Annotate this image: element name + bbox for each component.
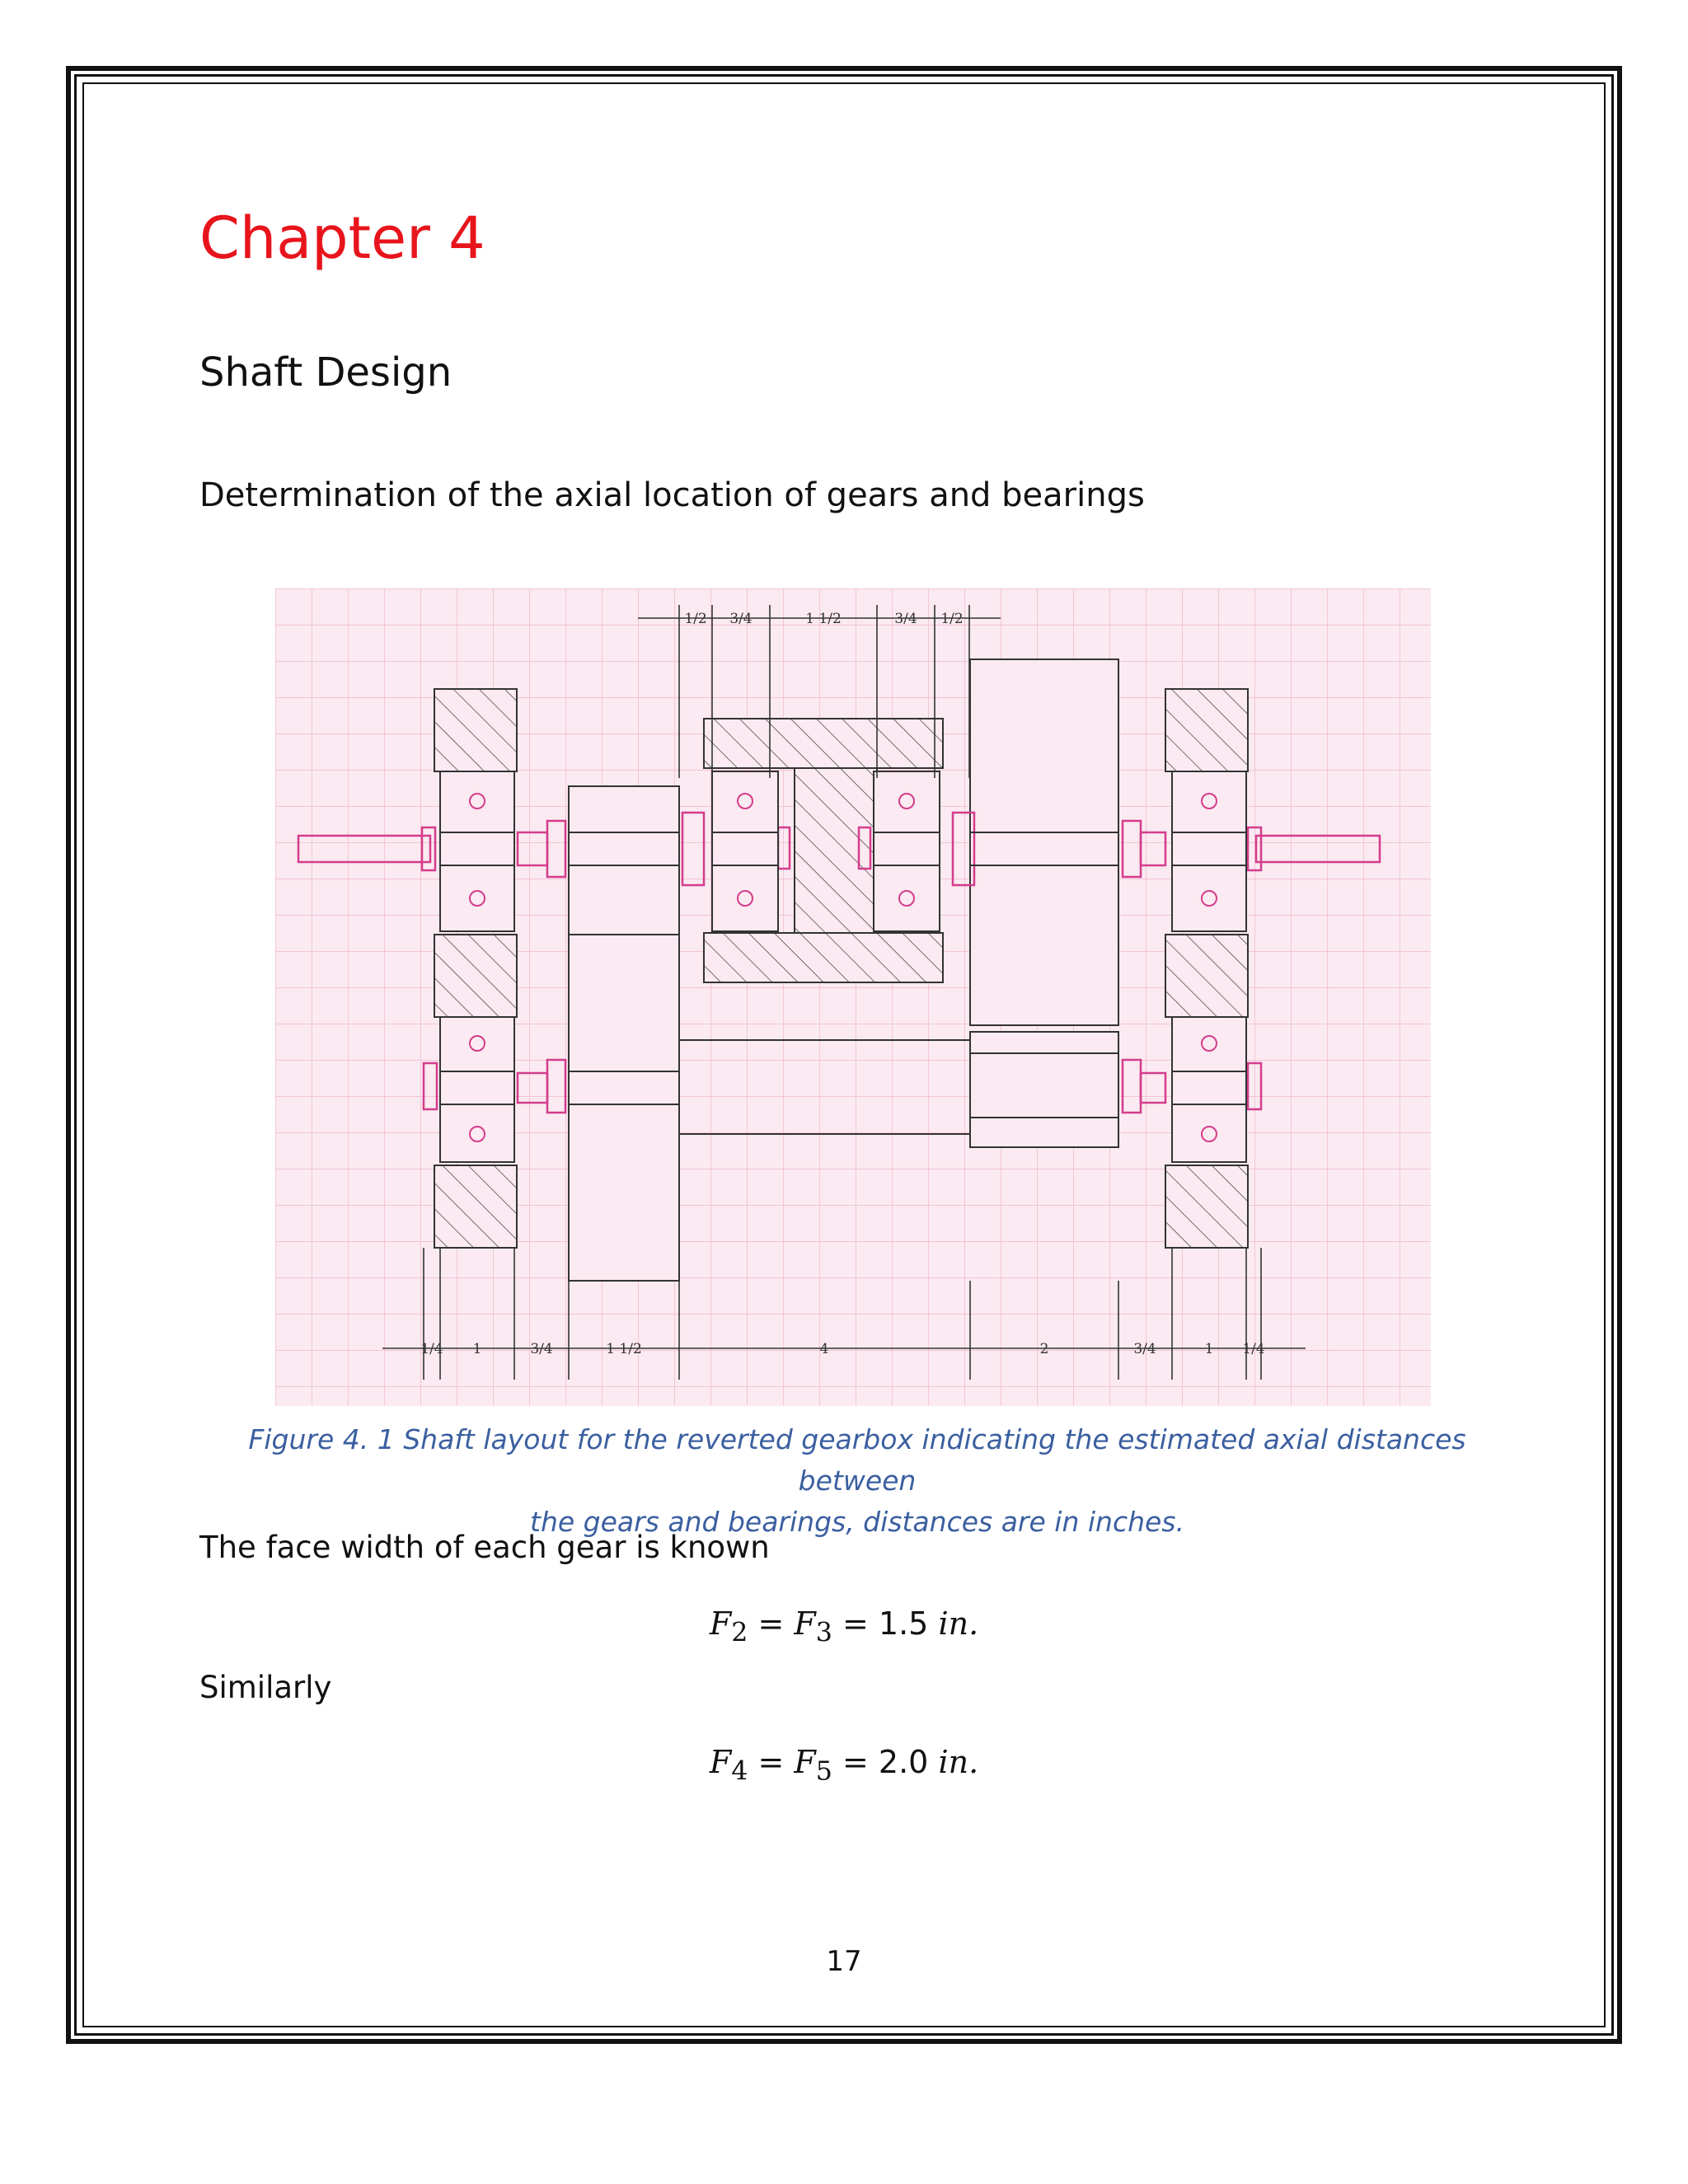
eq1-symbol-2: F — [794, 1605, 816, 1642]
left-wall-middle — [434, 935, 517, 1017]
gear-3 — [569, 935, 679, 1281]
chapter-heading: Chapter 4 — [199, 204, 485, 272]
center-wall-top — [704, 719, 943, 768]
bottom-dim-8: 1 — [1204, 1341, 1214, 1357]
bottom-dim-3: 3/4 — [530, 1341, 553, 1357]
bottom-dim-7: 3/4 — [1133, 1341, 1156, 1357]
figure-caption-line-2: the gears and bearings, distances are in inches. — [530, 1506, 1184, 1538]
equation-1: $F_2 = F_3 = 1.5$ in. — [709, 1605, 979, 1648]
bearing-5 — [440, 1017, 514, 1162]
top-dim-3: 1 1/2 — [805, 611, 842, 627]
eq2-subscript-1: 4 — [731, 1756, 748, 1787]
subsection-title: Determination of the axial location of gears and bearings — [199, 476, 1145, 514]
paragraph-similarly: Similarly — [199, 1670, 332, 1705]
bottom-dim-9: 1/4 — [1242, 1341, 1265, 1357]
bottom-dim-1: 1/4 — [420, 1341, 443, 1357]
eq2-unit: in. — [938, 1744, 979, 1780]
bearing-2 — [712, 771, 778, 931]
page-number: 17 — [826, 1945, 862, 1978]
section-title: Shaft Design — [199, 349, 452, 396]
eq1-subscript-2: 3 — [815, 1618, 832, 1648]
top-dim-2: 3/4 — [729, 611, 753, 627]
top-dim-4: 3/4 — [894, 611, 917, 627]
center-wall-bottom — [704, 933, 943, 982]
gear-5 — [970, 1032, 1118, 1147]
left-wall-lower — [434, 1165, 517, 1248]
equation-2: $F_4 = F_5 = 2.0$ in. — [709, 1744, 979, 1787]
figure-caption — [198, 1419, 1517, 1543]
eq2-symbol-2: F — [794, 1744, 816, 1780]
bottom-dim-4: 1 1/2 — [606, 1341, 642, 1357]
eq1-unit: in. — [938, 1605, 979, 1642]
bottom-dim-2: 1 — [472, 1341, 482, 1357]
paragraph-face-width: The face width of each gear is known — [199, 1530, 770, 1565]
bearing-1 — [440, 771, 514, 931]
eq1-symbol-1: F — [709, 1605, 732, 1642]
eq1-subscript-1: 2 — [731, 1618, 748, 1648]
gear-2 — [569, 786, 679, 935]
bearing-4 — [1172, 771, 1246, 931]
top-dim-5: 1/2 — [940, 611, 964, 627]
top-dim-1: 1/2 — [684, 611, 707, 627]
right-wall-lower — [1165, 1165, 1248, 1248]
bearing-6 — [1172, 1017, 1246, 1162]
eq2-subscript-2: 5 — [815, 1756, 832, 1787]
right-wall-middle — [1165, 935, 1248, 1017]
bottom-dim-6: 2 — [1039, 1341, 1049, 1357]
left-wall-upper — [434, 689, 517, 771]
shaft-layout-figure — [275, 588, 1431, 1406]
bearing-3 — [874, 771, 940, 931]
gear-4 — [970, 659, 1118, 1025]
eq2-symbol-1: F — [709, 1744, 732, 1780]
right-wall-upper — [1165, 689, 1248, 771]
center-wall-web — [795, 768, 877, 933]
eq2-value: 2.0 — [878, 1744, 929, 1780]
eq1-value: 1.5 — [878, 1605, 929, 1642]
bottom-dim-5: 4 — [819, 1341, 829, 1357]
figure-caption-line-1: Figure 4. 1 Shaft layout for the reverted gearbox indicating the estimated axial distances between — [248, 1423, 1466, 1497]
